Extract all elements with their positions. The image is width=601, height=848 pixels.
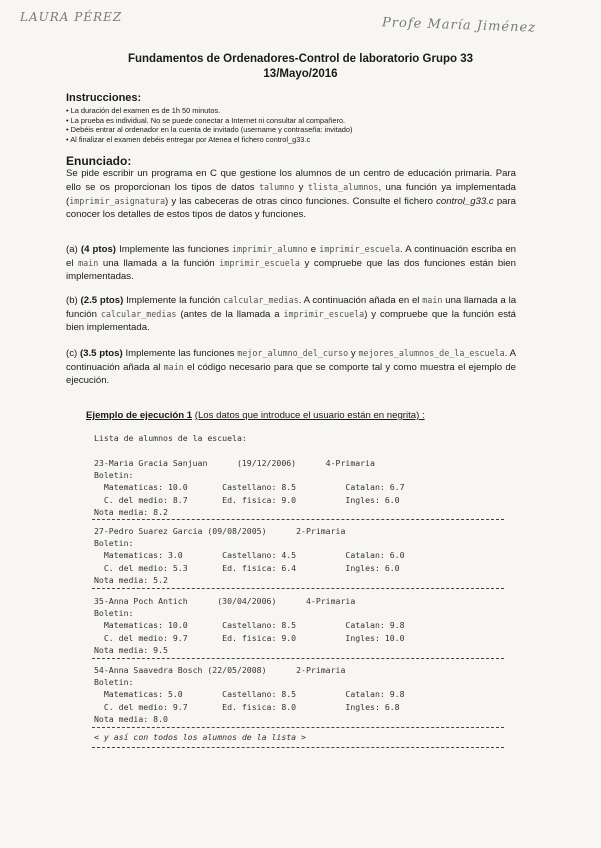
func-name: imprimir_escuela [219,257,300,268]
task-points: (4 ptos) [80,244,116,255]
separator [92,658,504,659]
example-title: Ejemplo de ejecución 1 [86,410,193,421]
type-tlista-alumnos: tlista_alumnos [307,181,379,192]
type-talumno: talumno [258,181,295,192]
task-label: (c) [66,348,78,359]
instruction-item: • Al finalizar el examen debéis entregar por Atenea el fichero control_g33.c [66,135,353,145]
task-text: (antes de la llamada a [180,308,280,320]
instructions-list [66,106,353,144]
grades-row: C. del medio: 9.7 Ed. fisica: 9.0 Ingles: 10.0 [94,632,405,643]
func-name: calcular_medias [100,308,177,319]
boletin-label: Boletin: [94,608,134,619]
func-name: main [78,257,99,268]
statement-text: para conocer los detalles de estos tipos de datos y funciones. [66,195,517,221]
student-block [94,595,405,656]
task-text: Implemente las funciones [125,348,235,359]
example-ending: < y así con todos los alumnos de la lista > [94,732,306,742]
task-text: . A continuación añada al [66,348,517,373]
student-line: 35-Anna Poch Antich (30/04/2006) 4-Primaria [94,596,356,606]
task-text: una llamada a la función [102,257,215,269]
instruction-item: • La duración del examen es de 1h 50 minutos. [66,106,353,116]
task-text: . A continuación añada en el [298,295,420,306]
func-name: imprimir_alumno [232,244,308,254]
grades-row: Matematicas: 5.0 Castellano: 8.5 Catalan: 9.8 [94,689,405,700]
boletin-label: Boletin: [94,677,134,688]
task-label: (a) [66,244,78,255]
statement-text: ) y las cabeceras de otras cinco funciones. Consulte el fichero [165,195,433,207]
file-control-g33: control_g33.c [436,195,494,207]
task-points: (3.5 ptos) [79,348,123,359]
instructions-heading: Instrucciones: [66,92,142,104]
grades-row: Matematicas: 10.0 Castellano: 8.5 Catalan: 6.7 [94,482,405,493]
student-block [94,664,405,725]
task-text: ) y compruebe que la función está bien implementada. [66,308,517,334]
statement-text: , una función ya implementada ( [66,181,516,207]
task-text: y [350,348,356,359]
student-block [94,525,405,586]
statement-paragraph [66,167,516,222]
example-note: (Los datos que introduce el usuario están en negrita) : [194,410,425,421]
separator [92,727,504,728]
handwritten-student-name: LAURA PÉREZ [20,10,123,24]
grades-row: Matematicas: 3.0 Castellano: 4.5 Catalan: 6.0 [94,550,405,561]
title-date: 13/Mayo/2016 [263,68,338,80]
average-line: Nota media: 9.5 [94,644,168,655]
instruction-item: • La prueba es individual. No se puede conectar a Internet ni consultar al compañero. [66,116,353,126]
student-block [94,457,405,518]
handwritten-teacher-name: Profe María Jiménez [381,15,537,36]
statement-text: y [298,181,304,193]
example-intro: Lista de alumnos de la escuela: [94,433,247,443]
func-name: calcular_medias [223,295,299,305]
average-line: Nota media: 5.2 [94,574,168,585]
task-c [66,347,516,388]
student-line: 54-Anna Saavedra Bosch (22/05/2008) 2-Primaria [94,665,346,675]
instruction-item: • Debéis entrar al ordenador en la cuenta de invitado (username y contraseña: invitado) [66,125,353,135]
task-text: Implemente las funciones [119,244,229,255]
student-line: 23-Maria Gracia Sanjuan (19/12/2006) 4-Primaria [94,458,375,468]
grades-row: C. del medio: 5.3 Ed. fisica: 6.4 Ingles: 6.0 [94,562,400,573]
statement-text: Se pide escribir un programa en C que gestione los alumnos de un centro de educación primaria. Para ello se os proporcionan los tipos de datos [66,168,516,193]
title-line-1: Fundamentos de Ordenadores-Control de laboratorio Grupo 33 [127,53,474,65]
task-label: (b) [66,295,78,306]
separator [92,588,504,589]
func-name: mejores_alumnos_de_la_escuela [358,348,505,358]
separator [92,519,504,520]
task-text: . A continuación escriba en el [66,244,516,269]
example-heading [86,410,425,421]
boletin-label: Boletin: [94,470,134,481]
grades-row: C. del medio: 9.7 Ed. fisica: 8.0 Ingles: 6.8 [94,701,400,712]
student-line: 27-Pedro Suarez Garcia (09/08/2005) 2-Primaria [94,526,346,536]
func-name: imprimir_escuela [319,244,400,254]
task-text: el código necesario para que se comporte tal y como muestra el ejemplo de ejecución. [66,361,516,387]
task-b [66,294,516,335]
boletin-label: Boletin: [94,538,134,549]
task-text: y compruebe que las dos funciones están bien implementadas. [66,257,516,283]
average-line: Nota media: 8.2 [94,506,168,517]
task-a [66,243,516,284]
task-text: Implemente la función [126,295,221,306]
task-text: e [310,244,317,255]
func-name: mejor_alumno_del_curso [237,348,349,358]
func-name: imprimir_escuela [283,308,365,319]
func-imprimir-asignatura: imprimir_asignatura [69,195,166,206]
task-text: una llamada a la función [66,295,517,320]
func-name: main [163,361,184,372]
grades-row: Matematicas: 10.0 Castellano: 8.5 Catalan: 9.8 [94,620,405,631]
exam-title [0,52,601,82]
task-points: (2.5 ptos) [80,295,124,306]
average-line: Nota media: 8.0 [94,713,168,724]
func-name: main [422,295,443,305]
grades-row: C. del medio: 8.7 Ed. fisica: 9.0 Ingles: 6.0 [94,494,400,505]
statement-heading: Enunciado: [66,154,132,168]
separator [92,747,504,748]
